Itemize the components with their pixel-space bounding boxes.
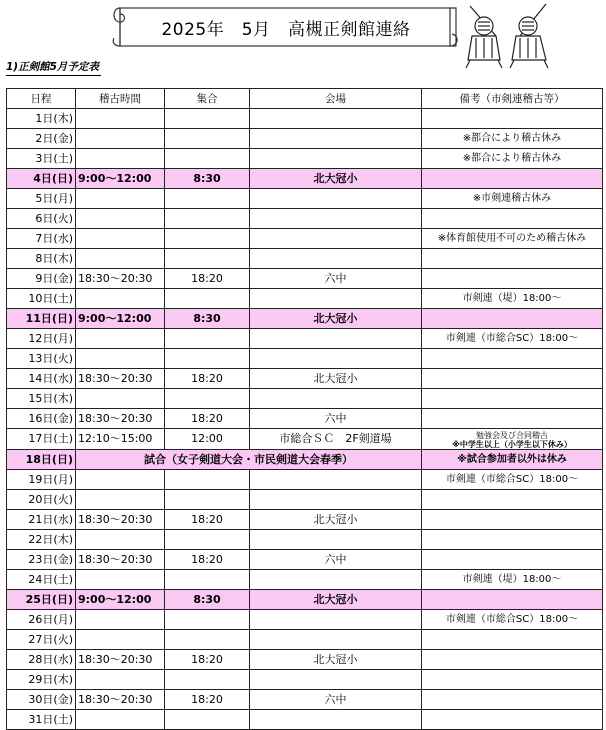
cell-gather [165, 630, 250, 650]
cell-gather [165, 470, 250, 490]
cell-date: 3日(土) [7, 149, 76, 169]
table-row [7, 129, 603, 149]
header-time: 稽古時間 [76, 89, 165, 109]
cell-note: ※市剣連稽古休み [422, 189, 603, 209]
cell-gather [165, 229, 250, 249]
cell-note [422, 269, 603, 289]
cell-note [422, 249, 603, 269]
cell-note [422, 109, 603, 129]
note-line-2: ※中学生以上（小学生以下休み） [452, 439, 572, 449]
cell-note [422, 650, 603, 670]
cell-venue: 北大冠小 [250, 650, 422, 670]
cell-date: 9日(金) [7, 269, 76, 289]
cell-venue [250, 349, 422, 369]
cell-gather [165, 610, 250, 630]
cell-time [76, 129, 165, 149]
cell-gather [165, 129, 250, 149]
header-gather: 集合 [165, 89, 250, 109]
table-row [7, 429, 603, 450]
cell-venue [250, 229, 422, 249]
cell-venue [250, 189, 422, 209]
table-row [7, 389, 603, 409]
cell-gather [165, 109, 250, 129]
cell-date: 26日(月) [7, 610, 76, 630]
cell-note [422, 550, 603, 570]
table-row [7, 530, 603, 550]
cell-gather [165, 249, 250, 269]
cell-venue [250, 109, 422, 129]
cell-note [422, 670, 603, 690]
cell-gather: 18:20 [165, 409, 250, 429]
cell-gather [165, 530, 250, 550]
table-row [7, 510, 603, 530]
table-row [7, 109, 603, 129]
cell-date: 13日(火) [7, 349, 76, 369]
cell-date: 20日(火) [7, 490, 76, 510]
cell-date: 12日(月) [7, 329, 76, 349]
cell-date: 28日(水) [7, 650, 76, 670]
cell-venue [250, 470, 422, 490]
cell-gather: 8:30 [165, 590, 250, 610]
cell-date: 11日(日) [7, 309, 76, 329]
cell-date: 19日(月) [7, 470, 76, 490]
cell-date: 14日(水) [7, 369, 76, 389]
cell-time [76, 610, 165, 630]
cell-note [422, 349, 603, 369]
cell-gather: 18:20 [165, 269, 250, 289]
table-row [7, 289, 603, 309]
cell-time: 18:30～20:30 [76, 690, 165, 710]
cell-gather: 18:20 [165, 650, 250, 670]
cell-time [76, 630, 165, 650]
cell-venue [250, 289, 422, 309]
cell-venue [250, 630, 422, 650]
cell-venue [250, 530, 422, 550]
cell-time [76, 349, 165, 369]
table-row [7, 630, 603, 650]
cell-note: ※都合により稽古休み [422, 149, 603, 169]
cell-gather [165, 289, 250, 309]
cell-venue [250, 710, 422, 730]
table-row [7, 470, 603, 490]
kendo-players-icon [462, 2, 552, 70]
table-row [7, 189, 603, 209]
table-row [7, 570, 603, 590]
table-row [7, 550, 603, 570]
title-banner [110, 2, 462, 52]
cell-note [422, 690, 603, 710]
table-row [7, 670, 603, 690]
cell-note [422, 409, 603, 429]
table-row [7, 409, 603, 429]
cell-event: 試合（女子剣道大会・市民剣道大会春季） [76, 450, 422, 470]
cell-note: 市剣連（市総合SC）18:00～ [422, 470, 603, 490]
cell-time [76, 189, 165, 209]
cell-gather: 18:20 [165, 369, 250, 389]
cell-note [422, 630, 603, 650]
table-row [7, 229, 603, 249]
cell-gather [165, 149, 250, 169]
cell-note [422, 309, 603, 329]
cell-date: 25日(日) [7, 590, 76, 610]
cell-time [76, 109, 165, 129]
cell-time: 9:00～12:00 [76, 590, 165, 610]
cell-time [76, 289, 165, 309]
cell-gather [165, 189, 250, 209]
cell-gather [165, 349, 250, 369]
cell-note: ※試合参加者以外は休み [422, 450, 603, 470]
cell-venue [250, 610, 422, 630]
cell-venue [250, 490, 422, 510]
cell-venue: 北大冠小 [250, 590, 422, 610]
cell-note [422, 590, 603, 610]
cell-time: 12:10～15:00 [76, 429, 165, 450]
cell-note [422, 209, 603, 229]
table-row [7, 269, 603, 289]
cell-time [76, 670, 165, 690]
cell-note [422, 389, 603, 409]
cell-date: 24日(土) [7, 570, 76, 590]
cell-date: 16日(金) [7, 409, 76, 429]
cell-venue: 六中 [250, 690, 422, 710]
cell-time: 18:30～20:30 [76, 510, 165, 530]
cell-venue: 六中 [250, 550, 422, 570]
cell-date: 21日(水) [7, 510, 76, 530]
cell-time [76, 329, 165, 349]
cell-time [76, 229, 165, 249]
cell-date: 2日(金) [7, 129, 76, 149]
schedule-table [6, 88, 603, 730]
table-row [7, 329, 603, 349]
cell-venue [250, 209, 422, 229]
cell-gather: 8:30 [165, 309, 250, 329]
cell-venue: 北大冠小 [250, 510, 422, 530]
header-notes: 備考（市剣連稽古等） [422, 89, 603, 109]
cell-time: 18:30～20:30 [76, 550, 165, 570]
cell-time [76, 209, 165, 229]
table-row [7, 349, 603, 369]
cell-note [422, 429, 603, 450]
cell-time [76, 490, 165, 510]
cell-time: 9:00～12:00 [76, 309, 165, 329]
cell-date: 5日(月) [7, 189, 76, 209]
cell-venue [250, 389, 422, 409]
cell-date: 6日(火) [7, 209, 76, 229]
note-line-1: 勉強会及び合同稽古 [476, 430, 548, 440]
table-row [7, 169, 603, 189]
cell-note [422, 490, 603, 510]
cell-gather: 8:30 [165, 169, 250, 189]
cell-date: 1日(木) [7, 109, 76, 129]
table-row [7, 490, 603, 510]
cell-time [76, 710, 165, 730]
cell-gather [165, 329, 250, 349]
cell-gather [165, 490, 250, 510]
cell-venue: 六中 [250, 409, 422, 429]
cell-time: 18:30～20:30 [76, 269, 165, 289]
cell-gather [165, 570, 250, 590]
cell-date: 4日(日) [7, 169, 76, 189]
cell-venue: 北大冠小 [250, 369, 422, 389]
cell-time [76, 249, 165, 269]
table-header-row [7, 89, 603, 109]
cell-note [422, 530, 603, 550]
cell-venue [250, 329, 422, 349]
table-row [7, 590, 603, 610]
table-row [7, 450, 603, 470]
cell-note: ※都合により稽古休み [422, 129, 603, 149]
cell-gather: 18:20 [165, 690, 250, 710]
cell-gather: 18:20 [165, 510, 250, 530]
cell-note [422, 510, 603, 530]
cell-date: 27日(火) [7, 630, 76, 650]
cell-note [422, 369, 603, 389]
cell-date: 31日(土) [7, 710, 76, 730]
cell-time: 18:30～20:30 [76, 369, 165, 389]
table-row [7, 149, 603, 169]
schedule-body [7, 109, 603, 730]
cell-date: 30日(金) [7, 690, 76, 710]
cell-date: 15日(木) [7, 389, 76, 409]
cell-date: 23日(金) [7, 550, 76, 570]
cell-date: 29日(木) [7, 670, 76, 690]
cell-time: 9:00～12:00 [76, 169, 165, 189]
cell-note: 市剣連（堤）18:00～ [422, 289, 603, 309]
table-row [7, 209, 603, 229]
cell-venue [250, 149, 422, 169]
cell-note [422, 169, 603, 189]
cell-time: 18:30～20:30 [76, 409, 165, 429]
cell-venue [250, 249, 422, 269]
table-row [7, 610, 603, 630]
cell-note: 市剣連（堤）18:00～ [422, 570, 603, 590]
cell-note: ※体育館使用不可のため稽古休み [422, 229, 603, 249]
cell-note: 市剣連（市総合SC）18:00～ [422, 610, 603, 630]
cell-time [76, 389, 165, 409]
cell-date: 7日(水) [7, 229, 76, 249]
cell-venue [250, 129, 422, 149]
cell-date: 10日(土) [7, 289, 76, 309]
cell-time [76, 570, 165, 590]
table-row [7, 650, 603, 670]
cell-venue: 市総合ＳＣ 2F剣道場 [250, 429, 422, 450]
cell-venue [250, 570, 422, 590]
cell-venue: 北大冠小 [250, 309, 422, 329]
table-row [7, 710, 603, 730]
cell-date: 8日(木) [7, 249, 76, 269]
cell-time [76, 530, 165, 550]
cell-date: 18日(日) [7, 450, 76, 470]
table-row [7, 249, 603, 269]
section-heading: 1)正剣館5月予定表 [6, 60, 101, 76]
header-venue: 会場 [250, 89, 422, 109]
header-date: 日程 [7, 89, 76, 109]
cell-date: 17日(土) [7, 429, 76, 450]
table-row [7, 309, 603, 329]
cell-note [422, 710, 603, 730]
cell-gather: 18:20 [165, 550, 250, 570]
cell-date: 22日(木) [7, 530, 76, 550]
cell-gather [165, 670, 250, 690]
cell-time [76, 149, 165, 169]
cell-venue [250, 670, 422, 690]
cell-venue: 六中 [250, 269, 422, 289]
page-title: 2025年 5月 高槻正剣館連絡 [161, 19, 411, 40]
cell-gather [165, 389, 250, 409]
table-row [7, 690, 603, 710]
cell-time [76, 470, 165, 490]
cell-venue: 北大冠小 [250, 169, 422, 189]
cell-gather: 12:00 [165, 429, 250, 450]
table-row [7, 369, 603, 389]
cell-time: 18:30～20:30 [76, 650, 165, 670]
cell-gather [165, 209, 250, 229]
cell-gather [165, 710, 250, 730]
cell-note: 市剣連（市総合SC）18:00～ [422, 329, 603, 349]
